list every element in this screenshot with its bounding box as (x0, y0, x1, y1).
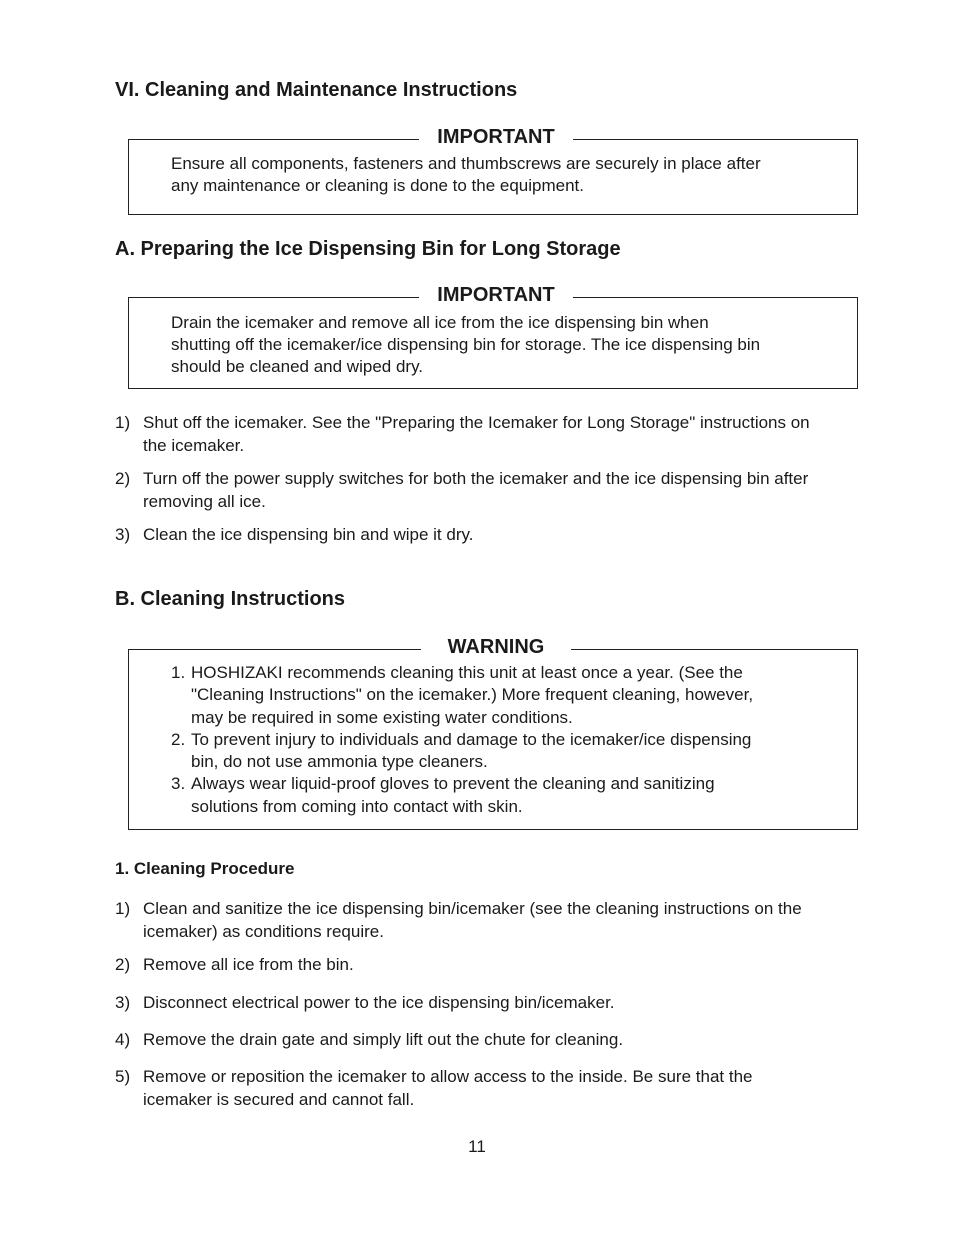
cleaning-step-3 (115, 992, 875, 1015)
warning-box (128, 636, 858, 830)
warning-item-number: 1. (171, 663, 186, 682)
step-number: 4) (115, 1030, 131, 1049)
step-text: Remove all ice from the bin. (143, 955, 354, 974)
step-number: 3) (115, 993, 131, 1012)
step-text: Disconnect electrical power to the ice dispensing bin/icemaker. (143, 993, 615, 1012)
step-text: Clean the ice dispensing bin and wipe it dry. (143, 525, 474, 544)
warning-label: WARNING (421, 636, 571, 658)
warning-item-text: To prevent injury to individuals and damage to the icemaker/ice dispensing (191, 729, 752, 749)
step-number: 1) (115, 899, 131, 918)
important-text-line: shutting off the icemaker/ice dispensing bin for storage. The ice dispensing bin (171, 335, 761, 354)
important-text-line: should be cleaned and wiped dry. (171, 357, 424, 376)
storage-step-2 (115, 468, 875, 513)
step-number: 5) (115, 1067, 131, 1086)
cleaning-step-4 (115, 1029, 875, 1052)
step-text-continued: icemaker) as conditions require. (143, 921, 384, 941)
important-box-1 (128, 126, 858, 215)
warning-item (171, 773, 837, 818)
important-label: IMPORTANT (419, 126, 573, 148)
warning-item (171, 662, 837, 729)
important-text (171, 312, 827, 378)
step-text-continued: icemaker is secured and cannot fall. (143, 1089, 415, 1109)
step-text-continued: the icemaker. (143, 435, 245, 455)
warning-item-text: Always wear liquid-proof gloves to prevent the cleaning and sanitizing (191, 774, 715, 794)
step-text-continued: removing all ice. (143, 491, 266, 511)
warning-item-number: 2. (171, 729, 186, 749)
cleaning-step-5 (115, 1066, 875, 1111)
warning-item (171, 729, 837, 774)
warning-item-text: bin, do not use ammonia type cleaners. (191, 752, 488, 772)
warning-text (171, 662, 837, 818)
step-number: 1) (115, 413, 131, 432)
storage-step-3 (115, 524, 875, 547)
step-text: Shut off the icemaker. See the "Preparing the Icemaker for Long Storage" instructions on (143, 413, 810, 432)
cleaning-step-1 (115, 898, 875, 943)
warning-item-text: HOSHIZAKI recommends cleaning this unit at least once a year. (See the (191, 663, 743, 682)
section-a-title: A. Preparing the Ice Dispensing Bin for Long Storage (115, 238, 621, 260)
warning-item-text: may be required in some existing water conditions. (191, 707, 573, 727)
step-text: Remove the drain gate and simply lift out the chute for cleaning. (143, 1030, 624, 1049)
cleaning-procedure-title: 1. Cleaning Procedure (115, 859, 295, 878)
warning-item-text: solutions from coming into contact with skin. (191, 796, 523, 816)
step-text: Clean and sanitize the ice dispensing bin/icemaker (see the cleaning instructions on the (143, 899, 802, 918)
section-title: VI. Cleaning and Maintenance Instructions (115, 79, 518, 101)
important-text-line: Ensure all components, fasteners and thumbscrews are securely in place after (171, 154, 761, 173)
cleaning-step-2 (115, 954, 875, 977)
important-box-2 (128, 284, 858, 389)
page-number: 11 (468, 1137, 486, 1156)
step-number: 2) (115, 469, 131, 488)
step-number: 3) (115, 525, 131, 544)
storage-step-1 (115, 412, 875, 457)
step-text: Remove or reposition the icemaker to allow access to the inside. Be sure that the (143, 1067, 753, 1086)
important-text-line: any maintenance or cleaning is done to the equipment. (171, 176, 584, 195)
warning-item-text: "Cleaning Instructions" on the icemaker.) More frequent cleaning, however, (191, 685, 754, 705)
important-text-line: Drain the icemaker and remove all ice from the ice dispensing bin when (171, 313, 709, 332)
warning-item-number: 3. (171, 774, 186, 794)
important-label: IMPORTANT (419, 284, 573, 306)
important-text (171, 153, 827, 197)
step-text: Turn off the power supply switches for both the icemaker and the ice dispensing bin after (143, 469, 809, 488)
step-number: 2) (115, 955, 131, 974)
section-b-title: B. Cleaning Instructions (115, 588, 346, 610)
